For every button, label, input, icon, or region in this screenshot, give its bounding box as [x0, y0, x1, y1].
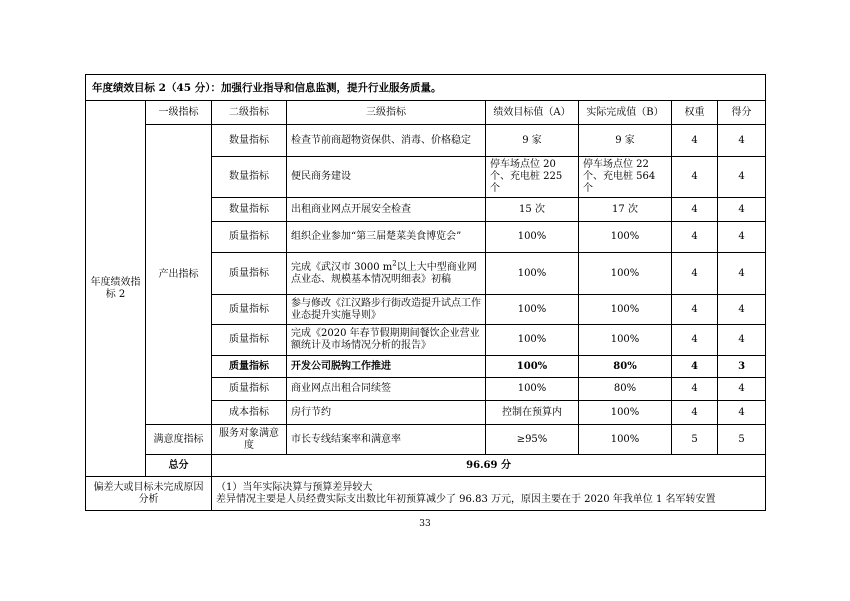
header-level3: 三级指标 — [287, 101, 486, 125]
level3-text-suffix: 以上大中型商业网点业态、规模基本情况明细表》初稿 — [291, 261, 477, 285]
target-cell: 100% — [486, 325, 579, 356]
level3-cell: 市长专线结案率和满意率 — [287, 425, 486, 455]
header-target: 绩效目标值（A） — [486, 101, 579, 125]
deviation-line-2: 差异情况主要是人员经费实际支出数比年初预算减少了 96.83 万元，原因主要在于 2020 年我单位 1 名军转安置 — [216, 493, 716, 505]
actual-cell: 100% — [579, 425, 672, 455]
level2-cell: 质量指标 — [212, 253, 287, 295]
actual-cell: 80% — [579, 378, 672, 401]
target-cell: 100% — [486, 295, 579, 325]
level3-cell: 检查节前商超物资保供、消毒、价格稳定 — [287, 125, 486, 157]
level2-cell: 数量指标 — [212, 198, 287, 222]
header-actual: 实际完成值（B） — [579, 101, 672, 125]
weight-cell: 4 — [672, 222, 718, 253]
header-score: 得分 — [718, 101, 766, 125]
target-cell: ≥95% — [486, 425, 579, 455]
level2-cell: 服务对象满意度 — [212, 425, 287, 455]
actual-cell: 80% — [579, 356, 672, 378]
weight-cell: 4 — [672, 356, 718, 378]
level3-cell: 出租商业网点开展安全检查 — [287, 198, 486, 222]
performance-table-container — [85, 74, 765, 511]
level3-cell: 完成《2020 年春节假期期间餐饮企业营业额统计及市场情况分析的报告》 — [287, 325, 486, 356]
header-row — [86, 101, 766, 125]
weight-cell: 4 — [672, 253, 718, 295]
score-cell: 3 — [718, 356, 766, 378]
actual-cell: 100% — [579, 222, 672, 253]
score-cell: 4 — [718, 325, 766, 356]
actual-cell: 100% — [579, 401, 672, 425]
level3-text-prefix: 完成《武汉市 3000 m — [291, 261, 393, 273]
goal-label: 年度绩效指标 2 — [86, 101, 146, 477]
section-title-row — [86, 75, 766, 101]
weight-cell: 4 — [672, 325, 718, 356]
total-row — [86, 455, 766, 477]
score-cell: 4 — [718, 401, 766, 425]
target-cell: 停车场点位 20 个、充电桩 225 个 — [486, 157, 579, 198]
target-cell: 100% — [486, 356, 579, 378]
deviation-line-1: （1）当年实际决算与预算差异较大 — [216, 481, 373, 493]
target-cell: 9 家 — [486, 125, 579, 157]
level3-cell: 房行节约 — [287, 401, 486, 425]
level3-cell: 商业网点出租合同续签 — [287, 378, 486, 401]
target-cell: 100% — [486, 253, 579, 295]
score-cell: 4 — [718, 222, 766, 253]
deviation-text — [212, 477, 766, 511]
weight-cell: 4 — [672, 198, 718, 222]
page-number: 33 — [419, 519, 431, 529]
actual-cell: 停车场点位 22 个、充电桩 564 个 — [579, 157, 672, 198]
superscript-2: 2 — [392, 259, 397, 268]
score-cell: 4 — [718, 125, 766, 157]
weight-cell: 4 — [672, 295, 718, 325]
target-cell: 100% — [486, 378, 579, 401]
level3-cell — [287, 253, 486, 295]
table-row — [86, 425, 766, 455]
level2-cell: 成本指标 — [212, 401, 287, 425]
weight-cell: 4 — [672, 378, 718, 401]
actual-cell: 100% — [579, 295, 672, 325]
level2-cell: 质量指标 — [212, 325, 287, 356]
level2-cell: 质量指标 — [212, 356, 287, 378]
header-weight: 权重 — [672, 101, 718, 125]
score-cell: 4 — [718, 378, 766, 401]
level3-cell: 参与修改《江汉路步行街改造提升试点工作业态提升实施导则》 — [287, 295, 486, 325]
level3-cell: 组织企业参加“第三届楚菜美食博览会” — [287, 222, 486, 253]
level2-cell: 质量指标 — [212, 295, 287, 325]
total-value: 96.69 分 — [212, 455, 766, 477]
performance-table — [85, 74, 766, 511]
header-level1: 一级指标 — [146, 101, 212, 125]
score-cell: 5 — [718, 425, 766, 455]
deviation-row — [86, 477, 766, 511]
level3-cell: 开发公司脱钩工作推进 — [287, 356, 486, 378]
satisfaction-label: 满意度指标 — [146, 425, 212, 455]
actual-cell: 100% — [579, 325, 672, 356]
target-cell: 15 次 — [486, 198, 579, 222]
level2-cell: 数量指标 — [212, 125, 287, 157]
weight-cell: 4 — [672, 125, 718, 157]
target-cell: 控制在预算内 — [486, 401, 579, 425]
level3-cell: 便民商务建设 — [287, 157, 486, 198]
level2-cell: 质量指标 — [212, 378, 287, 401]
actual-cell: 9 家 — [579, 125, 672, 157]
score-cell: 4 — [718, 295, 766, 325]
weight-cell: 5 — [672, 425, 718, 455]
header-level2: 二级指标 — [212, 101, 287, 125]
section-title: 年度绩效目标 2（45 分）：加强行业指导和信息监测，提升行业服务质量。 — [86, 75, 766, 101]
actual-cell: 17 次 — [579, 198, 672, 222]
score-cell: 4 — [718, 198, 766, 222]
actual-cell: 100% — [579, 253, 672, 295]
level2-cell: 质量指标 — [212, 222, 287, 253]
level2-cell: 数量指标 — [212, 157, 287, 198]
deviation-label: 偏差大或目标未完成原因分析 — [86, 477, 212, 511]
weight-cell: 4 — [672, 157, 718, 198]
target-cell: 100% — [486, 222, 579, 253]
weight-cell: 4 — [672, 401, 718, 425]
output-label: 产出指标 — [146, 125, 212, 425]
total-label: 总分 — [146, 455, 212, 477]
table-row — [86, 125, 766, 157]
score-cell: 4 — [718, 157, 766, 198]
score-cell: 4 — [718, 253, 766, 295]
